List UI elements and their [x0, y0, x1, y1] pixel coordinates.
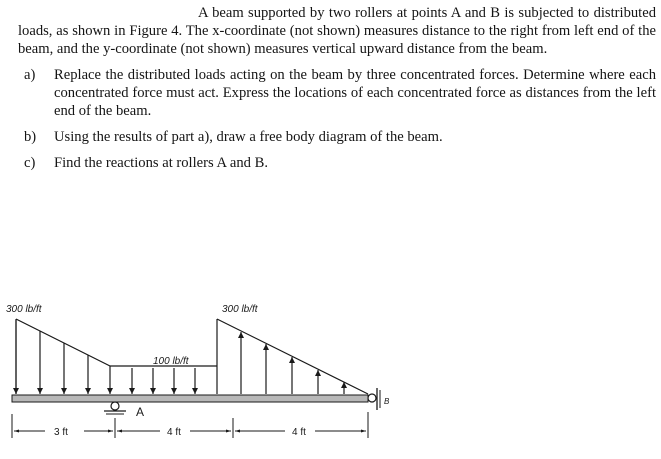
beam-figure — [0, 292, 661, 459]
part-c — [24, 154, 656, 172]
load-right-label: 300 lb/ft — [222, 304, 258, 315]
problem-parts — [24, 66, 656, 172]
part-c-letter: c) — [24, 155, 36, 171]
part-a-letter: a) — [24, 67, 36, 83]
load-left-label: 300 lb/ft — [6, 304, 42, 315]
part-c-text: Find the reactions at rollers A and B. — [54, 155, 269, 171]
middle-distributed-load — [110, 366, 217, 394]
dim-2-label: 4 ft — [167, 427, 181, 438]
part-a — [24, 66, 656, 120]
beam — [12, 395, 368, 402]
support-a-label: A — [136, 405, 145, 419]
left-distributed-load — [16, 319, 110, 394]
part-b — [24, 128, 656, 146]
part-b-text: Using the results of part a), draw a free body diagram of the beam. — [54, 129, 443, 145]
left-load-top-edge — [16, 319, 110, 366]
roller-support-b — [368, 388, 380, 410]
roller-b-wheel — [368, 394, 376, 402]
roller-support-a — [104, 402, 126, 414]
load-middle-label: 100 lb/ft — [153, 356, 189, 367]
problem-intro: A beam supported by two rollers at points A and B is subjected to distributed loads, as shown in Figure 4. The x-coordinate (not shown) measures distance to the right from left end of the beam, and the y-coordinate (not shown) measures vertical upward distance from the beam. — [18, 5, 656, 57]
problem-statement — [18, 4, 656, 180]
roller-a-wheel — [111, 402, 119, 410]
right-distributed-load — [217, 319, 368, 394]
dim-1-label: 3 ft — [54, 427, 68, 438]
dimension-lines — [12, 412, 368, 438]
part-a-text: Replace the distributed loads acting on the beam by three concentrated forces. Determine where each concentrated force must act. Express the locations of each concentrated force as distances from the left end of the beam. — [54, 67, 656, 119]
part-b-letter: b) — [24, 129, 37, 145]
support-b-label: B — [384, 397, 390, 406]
dim-3-label: 4 ft — [292, 427, 306, 438]
